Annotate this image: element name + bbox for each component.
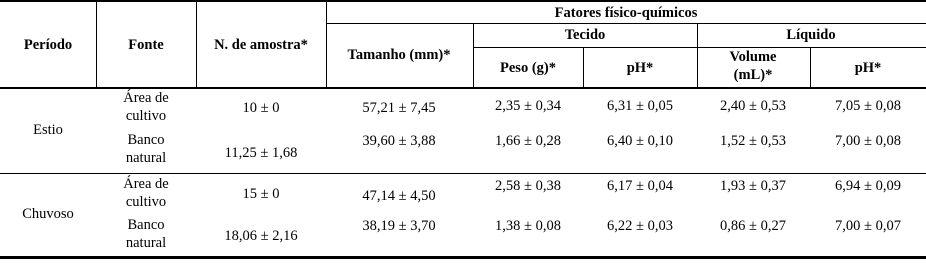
cell-ph-liquido: 7,05 ± 0,08 (835, 98, 901, 114)
cell-amostra: 15 ± 0 (242, 186, 280, 202)
period-separator-rule (0, 173, 926, 174)
cell-fonte-line2: cultivo (125, 108, 167, 124)
cell-peso: 2,35 ± 0,34 (495, 98, 561, 114)
header-peso: Peso (g)* (500, 60, 556, 76)
header-bottom-rule (0, 87, 926, 89)
header-liquido: Líquido (786, 27, 836, 43)
header-tamanho: Tamanho (mm)* (347, 47, 451, 63)
header-rule-tecido-liquido (473, 47, 926, 48)
cell-peso: 1,66 ± 0,28 (495, 133, 561, 149)
col-divider-periodo (96, 2, 97, 87)
cell-ph-tecido: 6,22 ± 0,03 (607, 218, 673, 234)
col-divider-peso (583, 48, 584, 87)
header-ph-liquido: pH* (854, 60, 882, 76)
cell-amostra: 18,06 ± 2,16 (224, 228, 298, 244)
col-divider-tamanho (473, 24, 474, 87)
header-rule-fatores (326, 23, 926, 24)
cell-fonte: Banco (127, 217, 165, 233)
cell-ph-tecido: 6,31 ± 0,05 (607, 98, 673, 114)
cell-amostra: 10 ± 0 (242, 100, 280, 116)
cell-ph-tecido: 6,40 ± 0,10 (607, 133, 673, 149)
header-tecido: Tecido (564, 27, 606, 43)
cell-fonte-line2: cultivo (125, 194, 167, 210)
cell-tamanho: 47,14 ± 4,50 (362, 188, 436, 204)
cell-peso: 1,38 ± 0,08 (495, 218, 561, 234)
cell-periodo: Chuvoso (22, 206, 74, 222)
cell-amostra: 11,25 ± 1,68 (224, 145, 298, 161)
cell-fonte-line2: natural (125, 235, 167, 251)
cell-tamanho: 39,60 ± 3,88 (362, 133, 436, 149)
col-divider-amostra (326, 2, 327, 87)
top-border (0, 0, 926, 2)
cell-fonte-line2: natural (125, 150, 167, 166)
cell-tamanho: 57,21 ± 7,45 (362, 100, 436, 116)
cell-fonte: Área de (123, 176, 169, 192)
header-volume-unit: (mL)* (733, 67, 773, 83)
cell-peso: 2,58 ± 0,38 (495, 178, 561, 194)
cell-volume: 1,93 ± 0,37 (720, 178, 786, 194)
cell-tamanho: 38,19 ± 3,70 (362, 218, 436, 234)
cell-ph-liquido: 6,94 ± 0,09 (835, 178, 901, 194)
col-divider-volume (810, 48, 811, 87)
cell-ph-liquido: 7,00 ± 0,07 (835, 218, 901, 234)
cell-ph-liquido: 7,00 ± 0,08 (835, 133, 901, 149)
col-divider-tecido-liquido (697, 24, 698, 87)
col-divider-fonte (196, 2, 197, 87)
cell-volume: 0,86 ± 0,27 (720, 218, 786, 234)
header-fatores: Fatores físico-químicos (554, 5, 698, 21)
cell-ph-tecido: 6,17 ± 0,04 (607, 178, 673, 194)
cell-fonte: Área de (123, 90, 169, 106)
header-fonte: Fonte (128, 37, 164, 53)
header-periodo: Período (23, 37, 73, 53)
cell-volume: 2,40 ± 0,53 (720, 98, 786, 114)
header-ph-tecido: pH* (626, 60, 654, 76)
cell-volume: 1,52 ± 0,53 (720, 133, 786, 149)
bottom-border (0, 256, 926, 259)
cell-fonte: Banco (127, 132, 165, 148)
header-amostra: N. de amostra* (214, 37, 308, 53)
cell-periodo: Estio (33, 122, 63, 138)
header-volume: Volume (729, 49, 777, 65)
